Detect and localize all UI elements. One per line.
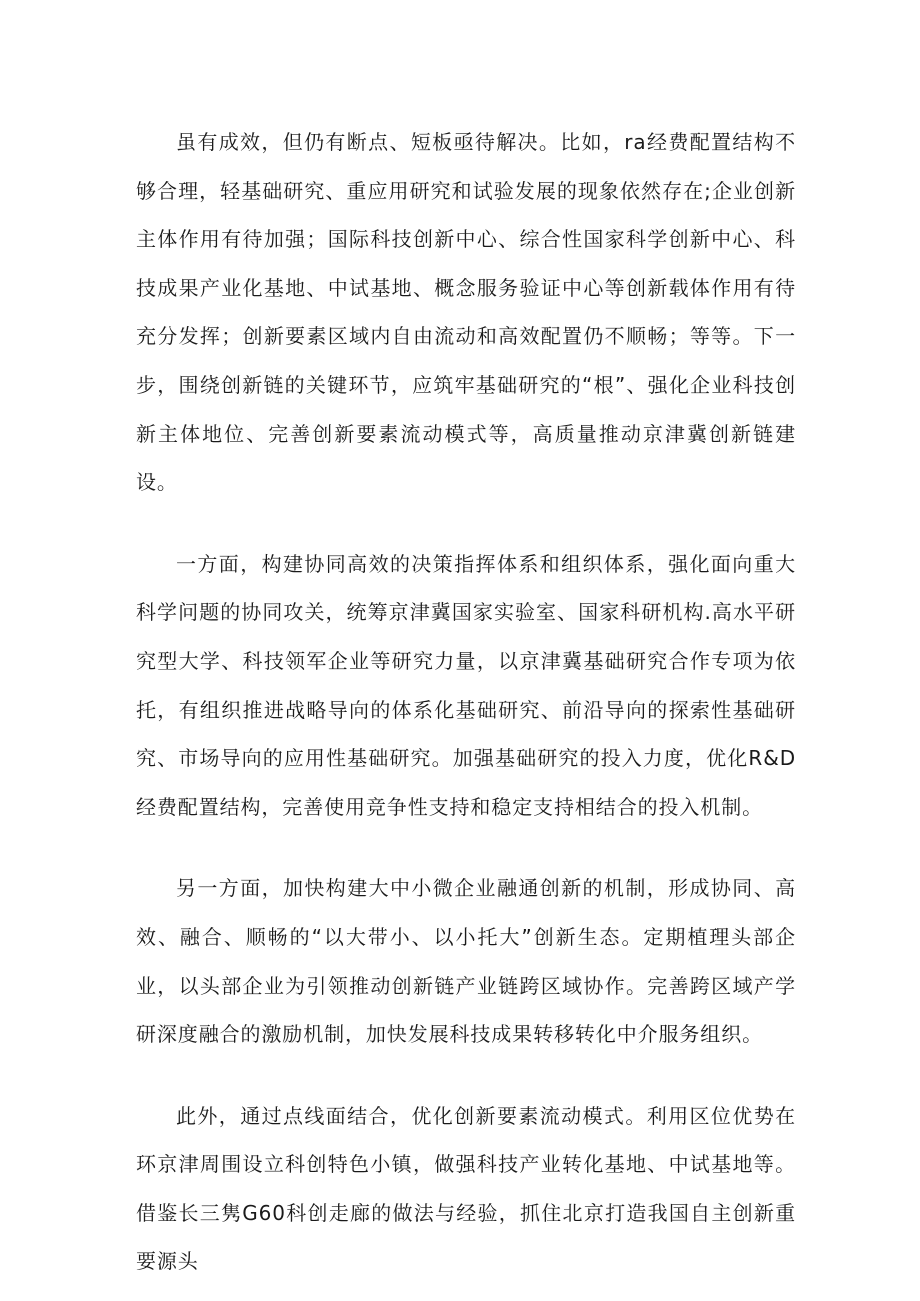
paragraph-1: 虽有成效，但仍有断点、短板亟待解决。比如，ra经费配置结构不够合理，轻基础研究、重应用研究和试验发展的现象依然存在;企业创新主体作用有待加强；国际科技创新中心、综合性国家科学创新中心、科技成果产业化基地、中试基地、概念服务验证中心等创新载体作用有待充分发挥；创新要素区域内自由流动和高效配置仍不顺畅；等等。下一步，围绕创新链的关键环节，应筑牢基础研究的“根”、强化企业科技创新主体地位、完善创新要素流动模式等，高质量推动京津冀创新链建设。 bbox=[136, 130, 796, 495]
paragraph-2: 一方面，构建协同高效的决策指挥体系和组织体系，强化面向重大科学问题的协同攻关，统筹京津冀国家实验室、国家科研机构.高水平研究型大学、科技领军企业等研究力量，以京津冀基础研究合作专项为依托，有组织推进战略导向的体系化基础研究、前沿导向的探索性基础研究、市场导向的应用性基础研究。加强基础研究的投入力度，优化R&D经费配置结构，完善使用竞争性支持和稳定支持相结合的投入机制。 bbox=[136, 551, 796, 819]
paragraph-4: 此外，通过点线面结合，优化创新要素流动模式。利用区位优势在环京津周围设立科创特色小镇，做强科技产业转化基地、中试基地等。借鉴长三隽G60科创走廊的做法与经验，抓住北京打造我国自主创新重要源头 bbox=[136, 1103, 796, 1274]
paragraph-3: 另一方面，加快构建大中小微企业融通创新的机制，形成协同、高效、融合、顺畅的“以大带小、以小托大”创新生态。定期植理头部企业，以头部企业为引领推动创新链产业链跨区域协作。完善跨区域产学研深度融合的激励机制，加快发展科技成果转移转化中介服务组织。 bbox=[136, 876, 796, 1047]
document-body bbox=[136, 118, 796, 1286]
